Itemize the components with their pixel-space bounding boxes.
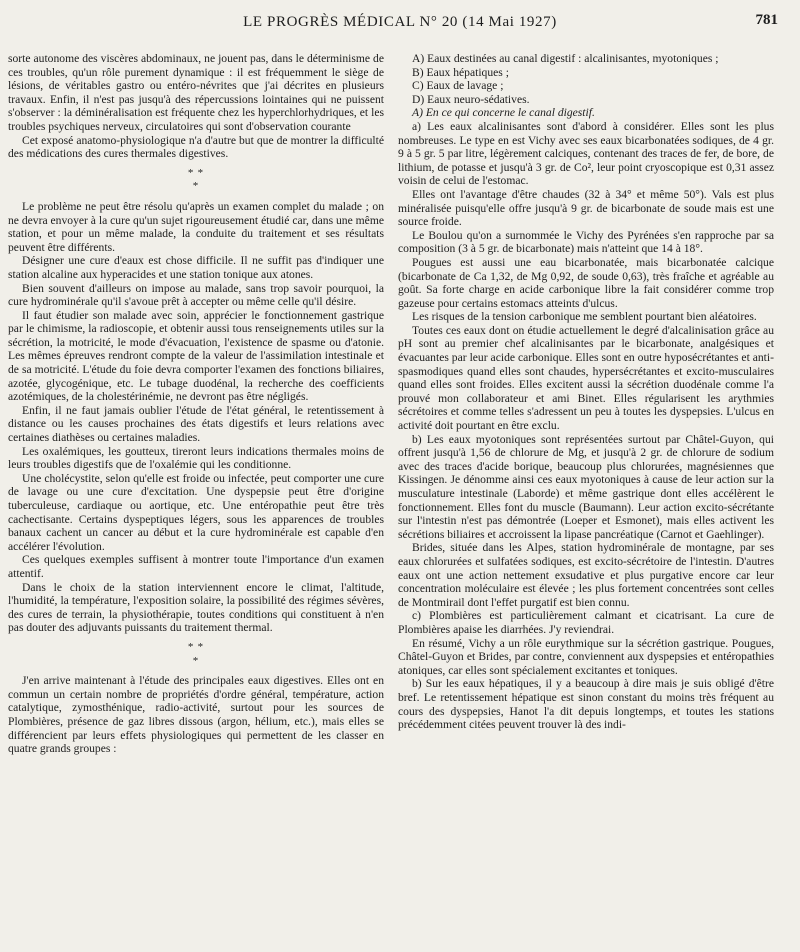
page-header	[0, 14, 800, 36]
page-number: 781	[755, 12, 778, 28]
paragraph: Le Boulou qu'on a surnommée le Vichy des Pyrénées s'en rapproche par sa composition (3 à 5 gr. de bicarbonate) mais n'atteint que 14 à 18°.	[398, 228, 774, 256]
paragraph: a) Les eaux alcalinisantes sont d'abord à considérer. Elles sont les plus nombreuses. Le type en est Vichy avec ses eaux bicarbonatées sodiques, de 4 gr. 9 à 5 gr. 5 par litre, légèrement calciques, contenant des traces de fer, de bore, de lithium, de potasse et jusqu'à 3 gr. de Co², leur point cryoscopique est 0,31 assez voisin de celui de l'estomac.	[398, 119, 774, 188]
list-item: A) Eaux destinées au canal digestif : alcalinisantes, myotoniques ;	[412, 52, 719, 65]
list-item: D) Eaux neuro-sédatives.	[412, 92, 530, 106]
paragraph: En résumé, Vichy a un rôle eurythmique sur la sécrétion gastrique. Pougues, Châtel-Guyon et Brides, par contre, conviennent aux dyspepsies et entéropathies atoniques, car elles sont spécialement excitantes et toniques.	[398, 636, 774, 677]
paragraph: Bien souvent d'ailleurs on impose au malade, sans trop savoir pourquoi, la cure hydrominérale qu'il s'avoue prêt à accepter ou même celle qu'il désire.	[8, 281, 384, 309]
paragraph: Brides, située dans les Alpes, station hydrominérale de montagne, par ses eaux chlorurées et sulfatées sodiques, est excito-sécrétoire de l'intestin. D'autres eaux ont une action nettement exsudative et plus purgative encore car leur concentration moléculaire est élevée ; les plus fortement concentrées sont celles de Montmirail dont l'effet purgatif est bien connu.	[398, 541, 774, 609]
paragraph: sorte autonome des viscères abdominaux, ne jouent pas, dans le déterminisme de ces troubles, qu'un rôle purement dynamique : il est fréquemment le siège de lésions, de véritables gastro ou entéro-névrites que j'ai décrites en plusieurs travaux. Enfin, il n'est pas jusqu'à des répercussions lointaines qui ne puissent s'observer : la déminéralisation est fréquente chez les hyperchlorhydriques, et les troubles psychiques nerveux, circulatoires qui sont d'observation courante	[8, 52, 384, 133]
subsection-heading: A) En ce qui concerne le canal digestif.	[412, 106, 595, 120]
list-item: B) Eaux hépatiques ;	[412, 65, 509, 79]
paragraph: Enfin, il ne faut jamais oublier l'étude de l'état général, le retentissement à distance ou les causes prochaines des états digestifs et leurs relations avec certaines diathèses ou certaines maladies.	[8, 403, 384, 445]
paragraph: b) Sur les eaux hépatiques, il y a beaucoup à dire mais je suis obligé d'être bref. Le retentissement hépatique est sinon constant du moins très fréquent au cours des dyspepsies, Hanot l'a dit depuis longtemps, et toutes les stations précédemment citées peuvent trouver là des indi-	[398, 677, 774, 732]
left-column	[8, 52, 384, 942]
paragraph: Ces quelques exemples suffisent à montrer toute l'importance d'un examen attentif.	[8, 553, 384, 580]
paragraph: Une cholécystite, selon qu'elle est froide ou infectée, peut comporter une cure de lavage ou une cure d'excitation. Une dyspepsie peut être d'origine tuberculeuse, cardiaque ou aortique, etc. Une entéropathie peut être très cachectisante. Certains dyspeptiques légers, sous les apparences de troubles banaux cachent un cancer au début et la cure hydrominérale est capable d'en accélérer l'évolution.	[8, 471, 384, 553]
paragraph: Toutes ces eaux dont on étudie actuellement le degré d'alcalinisation grâce au pH sont au premier chef alcalinisantes par le bicarbonate, analgésiques et évacuantes par leur acide carbonique. Elles sont en outre hyposécrétantes et anti-spasmodiques quand elles sont chaudes, hypersécrétantes et excito-musculaires quand elles sont froides. Elles excitent aussi la sécrétion duodénale comme l'a prouvé mon collaborateur et ami Binet. Elles régularisent les arythmies sécrétoires et comme telles s'adressent un peu à toutes les dyspepsies. L'ulcus en activité doit pourtant en être exclu.	[398, 323, 774, 433]
paragraph: Le problème ne peut être résolu qu'après un examen complet du malade ; on ne devra envoyer à la cure qu'un sujet rigoureusement étudié car, dans une même station, et pour un même malade, la conduite du traitement et ses résultats peuvent être différents.	[8, 199, 384, 254]
paragraph: Désigner une cure d'eaux est chose difficile. Il ne suffit pas d'indiquer une station alcaline aux hyperacides et une station tonique aux atones.	[8, 254, 384, 281]
paragraph: Les risques de la tension carbonique me semblent pourtant bien aléatoires.	[412, 310, 757, 324]
paragraph: Les oxalémiques, les goutteux, tireront leurs indications thermales moins de leurs troubles digestifs que de l'oxalémie qui les conditionne.	[8, 444, 384, 472]
paragraph: Dans le choix de la station interviennent encore le climat, l'altitude, l'humidité, la température, l'exposition solaire, la possibilité des régimes sévères, des cures de terrain, la physiothérapie, toutes conditions qui constituent à n'en pas douter des adjuvants puissants du traitement thermal.	[8, 580, 384, 635]
paragraph: b) Les eaux myotoniques sont représentées surtout par Châtel-Guyon, qui offrent jusqu'à 1,56 de chlorure de Mg, et jusqu'à 2 gr. de chlorure de sodium avec des traces d'acide borique, beaucoup plus chlorurées, magnésiennes que Kissingen. Je dénomme ainsi ces eaux myotoniques à cause de leur action sur la musculature intestinale (Laborde) et même gastrique dont elles accélèrent le fonctionnement. Elles font du muscle (Baumann). Leur action excito-sécrétante sur l'intestin n'est pas démontrée (Loeper et Esmonet), mais elles activent les sécrétions biliaires et accroissent la lipase pancréatique (Carnot et Gaehlinger).	[398, 432, 774, 541]
section-separator: * * *	[187, 166, 205, 193]
paragraph: Elles ont l'avantage d'être chaudes (32 à 34° et même 50°). Vals est plus minéralisée puisqu'elle offre jusqu'à 9 gr. de bicarbonate de soude mais est une source froide.	[398, 187, 774, 229]
paragraph: Il faut étudier son malade avec soin, apprécier le fonctionnement gastrique par le chimisme, la radioscopie, et obtenir aussi tous renseignements utiles sur la sécrétion, la motricité, le mode d'évacuation, l'existence de spasme ou d'atonie. Les mêmes épreuves rendront compte de la valeur de l'assimilation intestinale et de sa motricité. L'étude du foie devra comporter l'examen des fonctions biliaires, azotée, glycogénique, etc. Le tubage duodénal, la recherche des coefficients azotémiques, de la cholestérinémie, ne devront pas être négligés.	[8, 308, 384, 404]
paragraph: J'en arrive maintenant à l'étude des principales eaux digestives. Elles ont en commun un certain nombre de propriétés d'ordre général, température, action catalytique, zymosthénique, radio-activité, surtout pour les sources de Plombières, présence de gaz libres dissous (argon, hélium, etc.), mais elles se différencient par leurs effets physiologiques qui permettent de les classer en quatre grands groupes :	[8, 674, 384, 756]
right-column	[398, 52, 774, 942]
paragraph: c) Plombières est particulièrement calmant et cicatrisant. La cure de Plombières apaise les diarrhées. J'y reviendrai.	[398, 609, 774, 636]
list-item: C) Eaux de lavage ;	[412, 79, 504, 93]
running-head: LE PROGRÈS MÉDICAL N° 20 (14 Mai 1927)	[243, 14, 557, 30]
paragraph: Cet exposé anatomo-physiologique n'a d'autre but que de montrer la difficulté des médications des cures thermales digestives.	[8, 133, 384, 161]
paragraph: Pougues est aussi une eau bicarbonatée, mais bicarbonatée calcique (bicarbonate de Ca 1,32, de Mg 0,92, de soude 0,63), très fraîche et agréable au goût. Sa forte charge en acide carbonique libre la fait considérer comme trop gazeuse pour certains estomacs atteints d'ulcus.	[398, 255, 774, 310]
section-separator: * * *	[187, 640, 205, 667]
